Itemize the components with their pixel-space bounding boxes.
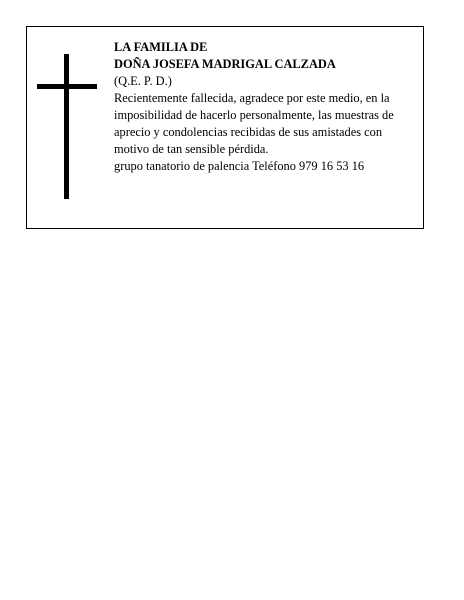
obituary-notice (26, 26, 424, 229)
family-heading: LA FAMILIA DE (114, 40, 208, 54)
notice-text (114, 39, 420, 175)
qepd-text: (Q.E. P. D.) (114, 74, 172, 88)
cross-horizontal-bar (37, 84, 97, 89)
gratitude-message: Recientemente fallecida, agradece por este medio, en la imposibilidad de hacerlo personalmente, las muestras de aprecio y condolencias recibidas de sus amistades con motivo de tan sensible pérdida. (114, 91, 394, 156)
funeral-home-contact: grupo tanatorio de palencia Teléfono 979 16 53 16 (114, 159, 365, 173)
deceased-name: DOÑA JOSEFA MADRIGAL CALZADA (114, 57, 336, 71)
cross-vertical-bar (64, 54, 69, 199)
latin-cross-icon (37, 54, 97, 199)
